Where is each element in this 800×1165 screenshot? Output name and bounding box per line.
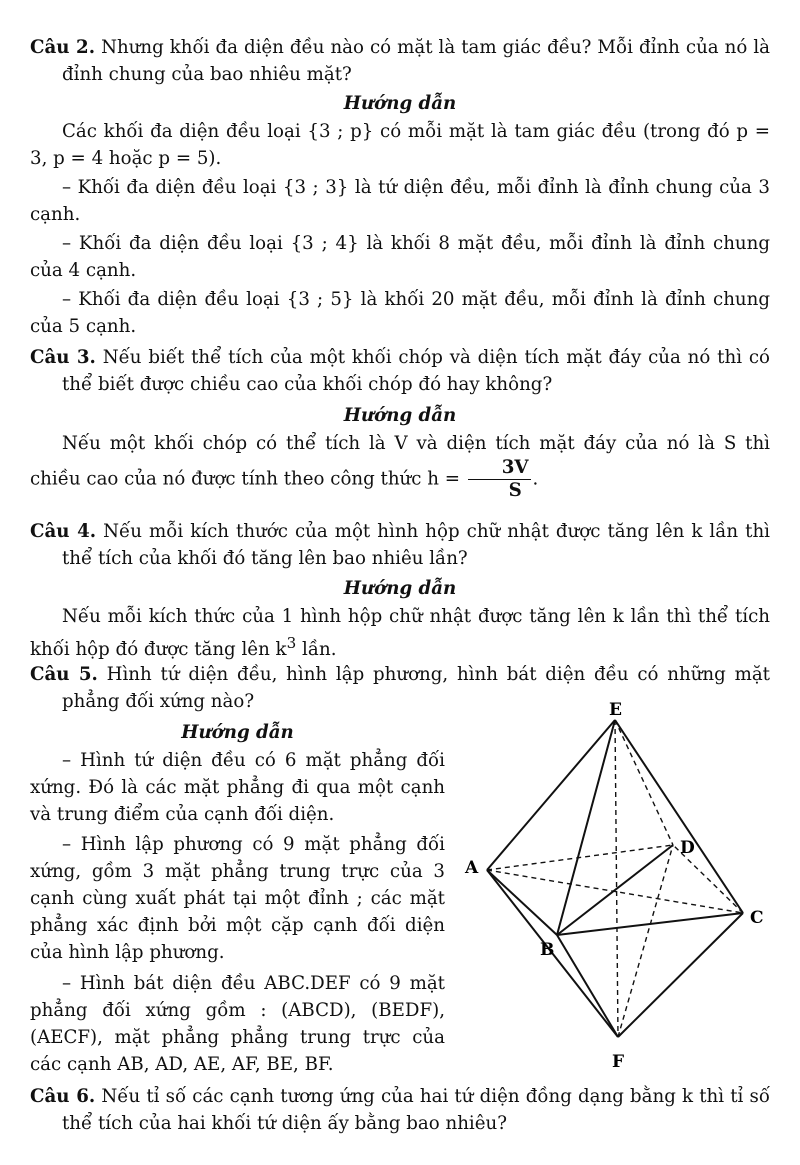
question-5-answer-1: – Hình tứ diện đều có 6 mặt phẳng đối xứng. Đó là các mặt phẳng đi qua một cạnh và trung điểm của cạnh đối diện.: [30, 750, 445, 825]
vertex-label-D: D: [680, 838, 695, 858]
question-2-text: Nhưng khối đa diện đều nào có mặt là tam giác đều? Mỗi đỉnh của nó là đỉnh chung của bao nhiêu mặt?: [62, 37, 770, 85]
vertex-label-C: C: [750, 908, 764, 928]
diagonal-EF: [615, 720, 618, 1037]
question-6-text: Nếu tỉ số các cạnh tương ứng của hai tứ diện đồng dạng bằng k thì tỉ số thể tích của hai khối tứ diện ấy bằng bao nhiêu?: [62, 1086, 770, 1134]
edge-BD: [557, 845, 673, 935]
edge-FB: [557, 935, 618, 1037]
question-3-answer: [30, 430, 770, 502]
question-2-answer-3: – Khối đa diện đều loại {3 ; 4} là khối 8 mặt đều, mỗi đỉnh là đỉnh chung của 4 cạnh.: [30, 233, 770, 281]
question-4-answer: [30, 603, 770, 663]
question-3-heading: Hướng dẫn: [343, 405, 457, 426]
edge-EB: [557, 720, 615, 935]
question-4: [30, 518, 770, 572]
formula-fraction: [468, 457, 531, 502]
question-3-label: Câu 3.: [30, 347, 96, 368]
question-2-answer-2: – Khối đa diện đều loại {3 ; 3} là tứ diện đều, mỗi đỉnh là đỉnh chung của 3 cạnh.: [30, 177, 770, 225]
question-4-heading: Hướng dẫn: [343, 578, 457, 599]
question-3-answer-text: Nếu một khối chóp có thể tích là V và diện tích mặt đáy của nó là S thì chiều cao của nó được tính theo công thức h =: [30, 433, 770, 490]
formula-end: .: [532, 468, 539, 490]
question-4-text: Nếu mỗi kích thước của một hình hộp chữ nhật được tăng lên k lần thì thể tích của khối đó tăng lên bao nhiêu lần?: [62, 521, 770, 569]
octahedron-figure: [460, 695, 780, 1080]
question-6: [30, 1083, 770, 1137]
question-3: [30, 344, 770, 398]
question-3-text: Nếu biết thể tích của một khối chóp và diện tích mặt đáy của nó thì có thể biết được chiều cao của khối chóp đó hay không?: [62, 347, 770, 395]
question-2-label: Câu 2.: [30, 37, 96, 58]
vertex-label-F: F: [612, 1052, 625, 1072]
question-2-answer-1: Các khối đa diện đều loại {3 ; p} có mỗi mặt là tam giác đều (trong đó p = 3, p = 4 hoặc p = 5).: [30, 121, 770, 169]
vertex-label-E: E: [609, 700, 622, 720]
question-2-heading: Hướng dẫn: [343, 93, 457, 114]
edge-AB: [487, 870, 557, 935]
question-2-answer-4: – Khối đa diện đều loại {3 ; 5} là khối 20 mặt đều, mỗi đỉnh là đỉnh chung của 5 cạnh.: [30, 289, 770, 337]
vertex-label-A: A: [465, 858, 479, 878]
edge-FD: [618, 845, 673, 1037]
question-4-label: Câu 4.: [30, 521, 97, 542]
vertex-label-B: B: [540, 940, 555, 960]
question-5-heading: Hướng dẫn: [181, 722, 294, 743]
question-5-text: Hình tứ diện đều, hình lập phương, hình bát diện đều có những mặt phẳng đối xứng nào?: [62, 664, 770, 712]
question-5-answer-2: – Hình lập phương có 9 mặt phẳng đối xứng, gồm 3 mặt phẳng trung trực của 3 cạnh cùng xuất phát tại một đỉnh ; các mặt phẳng xác định bởi một cặp cạnh đối diện của hình lập phương.: [30, 834, 445, 963]
question-4-answer-end: lần.: [296, 639, 337, 661]
exponent: 3: [286, 634, 297, 652]
question-5-answer-3: – Hình bát diện đều ABC.DEF có 9 mặt phẳng đối xứng gồm : (ABCD), (BEDF), (AECF), mặt phẳng phẳng trung trực của các cạnh AB, AD, AE, AF, BE, BF.: [30, 973, 445, 1075]
formula-denominator: S: [508, 480, 522, 501]
question-4-answer-text: Nếu mỗi kích thức của 1 hình hộp chữ nhật được tăng lên k lần thì thể tích khối hộp đó được tăng lên k: [30, 606, 770, 661]
edge-ED: [615, 720, 673, 845]
question-5-label: Câu 5.: [30, 664, 98, 685]
formula-numerator: 3V: [468, 457, 531, 480]
edge-EC: [615, 720, 743, 913]
question-2: [30, 34, 770, 88]
question-6-label: Câu 6.: [30, 1086, 96, 1107]
edge-FC: [618, 913, 743, 1037]
